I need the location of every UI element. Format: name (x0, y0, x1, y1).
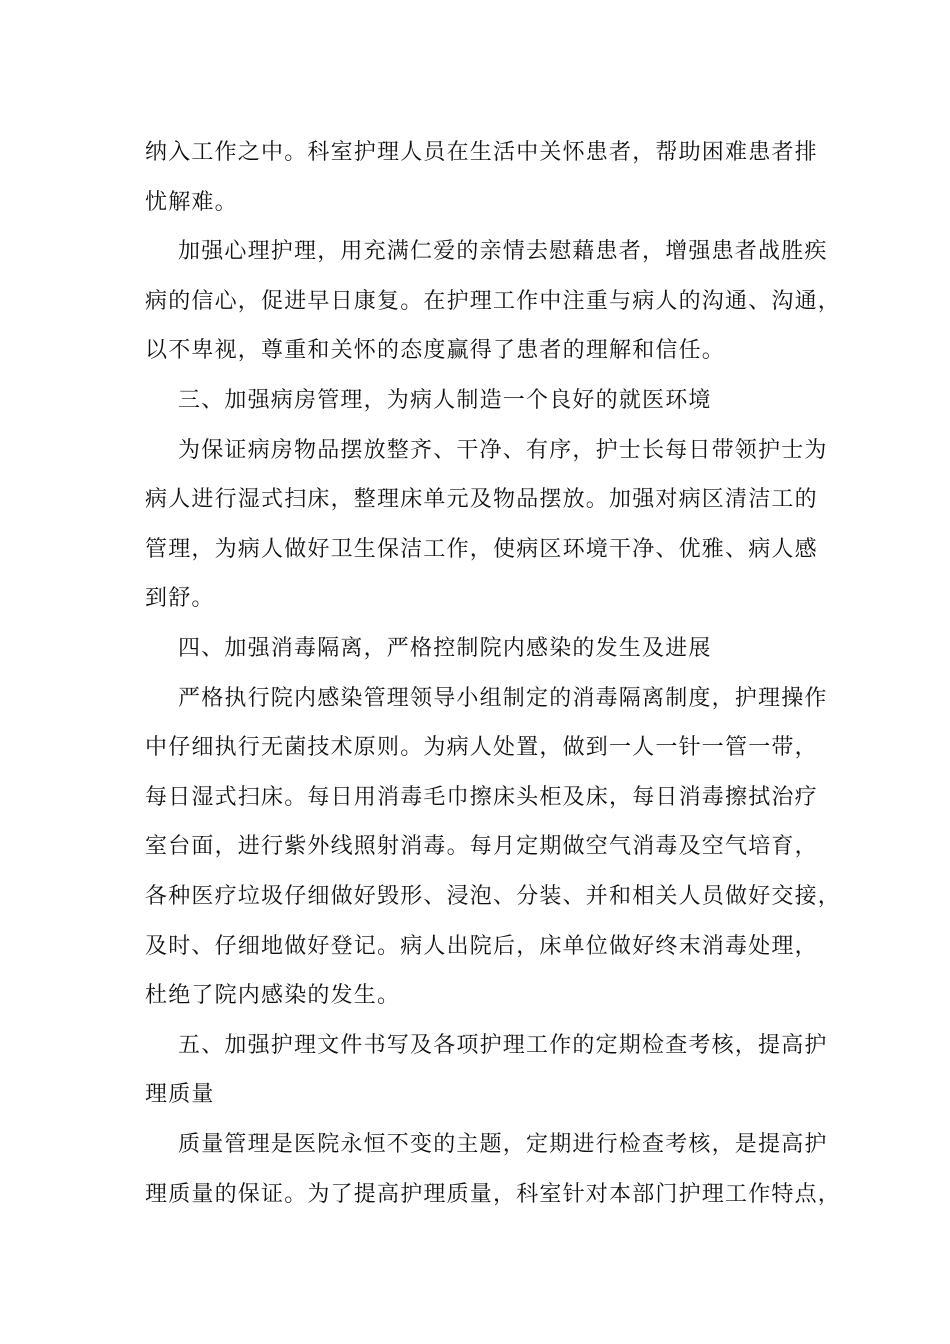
text-line: 管理，为病人做好卫生保洁工作，使病区环境干净、优雅、病人感 (145, 537, 818, 562)
text-line: 中仔细执行无菌技术原则。为病人处置，做到一人一针一管一带， (145, 735, 818, 760)
text-line: 质量管理是医院永恒不变的主题，定期进行检查考核，是提高护 (178, 1132, 828, 1157)
text-line: 室台面，进行紫外线照射消毒。每月定期做空气消毒及空气培育， (145, 834, 818, 859)
text-line: 各种医疗垃圾仔细做好毁形、浸泡、分装、并和相关人员做好交接， (145, 884, 842, 909)
text-line: 杜绝了院内感染的发生。 (145, 983, 401, 1008)
section-heading: 四、加强消毒隔离，严格控制院内感染的发生及进展 (178, 636, 712, 661)
text-line: 每日湿式扫床。每日用消毒毛巾擦床头柜及床，每日消毒擦拭治疗 (145, 785, 818, 810)
text-line: 病人进行湿式扫床，整理床单元及物品摆放。加强对病区清洁工的 (145, 487, 818, 512)
text-line: 纳入工作之中。科室护理人员在生活中关怀患者，帮助困难患者排 (145, 140, 818, 165)
text-line: 到舒。 (145, 586, 215, 611)
text-line: 及时、仔细地做好登记。病人出院后，床单位做好终末消毒处理， (145, 934, 818, 959)
text-line: 以不卑视，尊重和关怀的态度赢得了患者的理解和信任。 (145, 338, 726, 363)
section-heading: 五、加强护理文件书写及各项护理工作的定期检查考核，提高护 (178, 1033, 828, 1058)
text-line: 病的信心，促进早日康复。在护理工作中注重与病人的沟通、沟通， (145, 289, 842, 314)
section-heading: 三、加强病房管理，为病人制造一个良好的就医环境 (178, 388, 712, 413)
text-line: 为保证病房物品摆放整齐、干净、有序，护士长每日带领护士为 (178, 438, 828, 463)
text-line: 严格执行院内感染管理领导小组制定的消毒隔离制度，护理操作 (178, 686, 828, 711)
text-line: 加强心理护理，用充满仁爱的亲情去慰藉患者，增强患者战胜疾 (178, 239, 828, 264)
text-line: 理质量的保证。为了提高护理质量，科室针对本部门护理工作特点， (145, 1182, 842, 1207)
text-line: 忧解难。 (145, 190, 238, 215)
section-heading-continued: 理质量 (145, 1082, 215, 1107)
